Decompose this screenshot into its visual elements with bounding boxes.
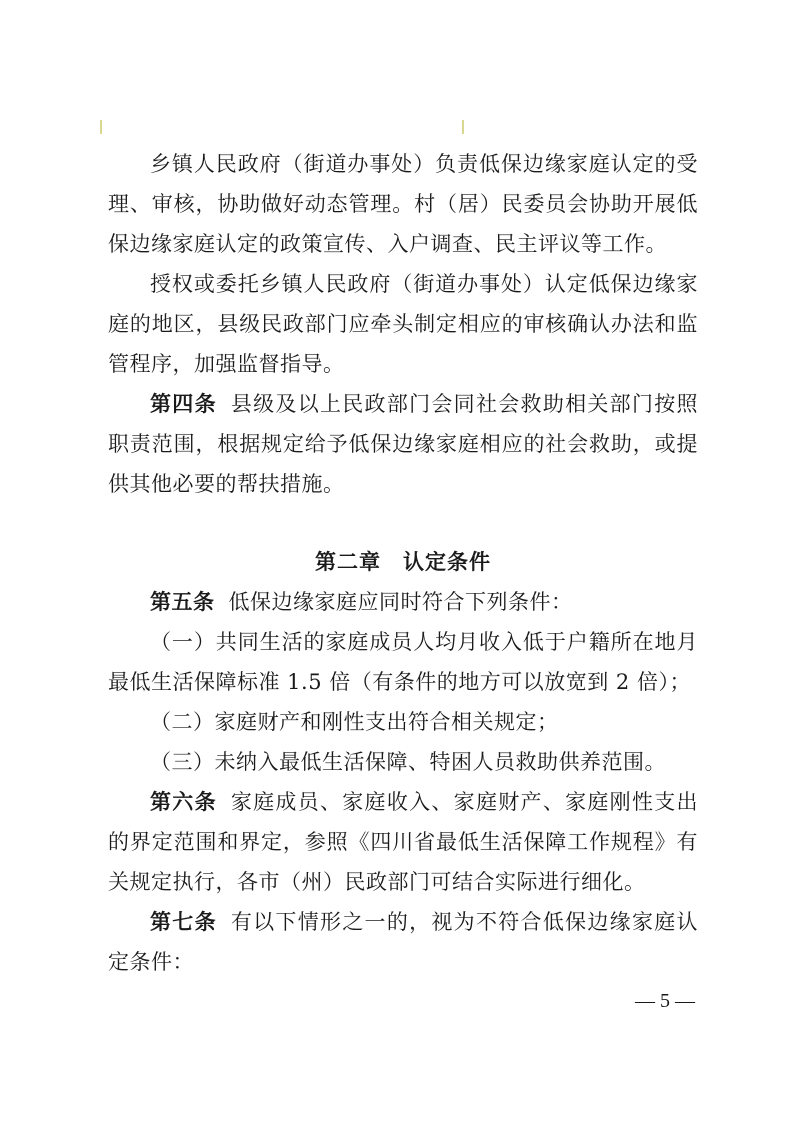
article-4 [108, 384, 698, 504]
scan-mark-right [462, 120, 464, 134]
article-4-text: 县级及以上民政部门会同社会救助相关部门按照职责范围，根据规定给予低保边缘家庭相应的社会救助，或提供其他必要的帮扶措施。 [108, 392, 699, 496]
condition-item-3: （三）未纳入最低生活保障、特困人员救助供养范围。 [150, 750, 666, 774]
paragraph-delegation: 授权或委托乡镇人民政府（街道办事处）认定低保边缘家庭的地区，县级民政部门应牵头制定相应的审核确认办法和监管程序，加强监督指导。 [108, 272, 698, 376]
article-5-text: 低保边缘家庭应同时符合下列条件： [228, 590, 573, 614]
article-7 [108, 902, 698, 982]
article-6-text: 家庭成员、家庭收入、家庭财产、家庭刚性支出的界定范围和界定，参照《四川省最低生活保障工作规程》有关规定执行，各市（州）民政部门可结合实际进行细化。 [108, 790, 699, 894]
article-5 [108, 582, 698, 622]
article-7-text: 有以下情形之一的，视为不符合低保边缘家庭认定条件： [108, 910, 699, 974]
chapter-title: 认定条件 [403, 550, 491, 574]
condition-item-2: （二）家庭财产和刚性支出符合相关规定； [150, 710, 559, 734]
document-body [108, 144, 698, 982]
article-4-label: 第四条 [150, 392, 217, 416]
chapter-heading [108, 542, 698, 582]
article-6-label: 第六条 [150, 790, 217, 814]
condition-item-1: （一）共同生活的家庭成员人均月收入低于户籍所在地月最低生活保障标准 1.5 倍（有条件的地方可以放宽到 2 倍）； [108, 630, 698, 694]
chapter-number: 第二章 [315, 550, 381, 574]
scan-mark-left [100, 120, 102, 134]
article-5-label: 第五条 [150, 590, 215, 614]
page-number: — 5 — [635, 990, 695, 1012]
article-6 [108, 782, 698, 902]
article-7-label: 第七条 [150, 910, 217, 934]
paragraph-township-duties: 乡镇人民政府（街道办事处）负责低保边缘家庭认定的受理、审核，协助做好动态管理。村（居）民委员会协助开展低保边缘家庭认定的政策宣传、入户调查、民主评议等工作。 [108, 152, 698, 256]
